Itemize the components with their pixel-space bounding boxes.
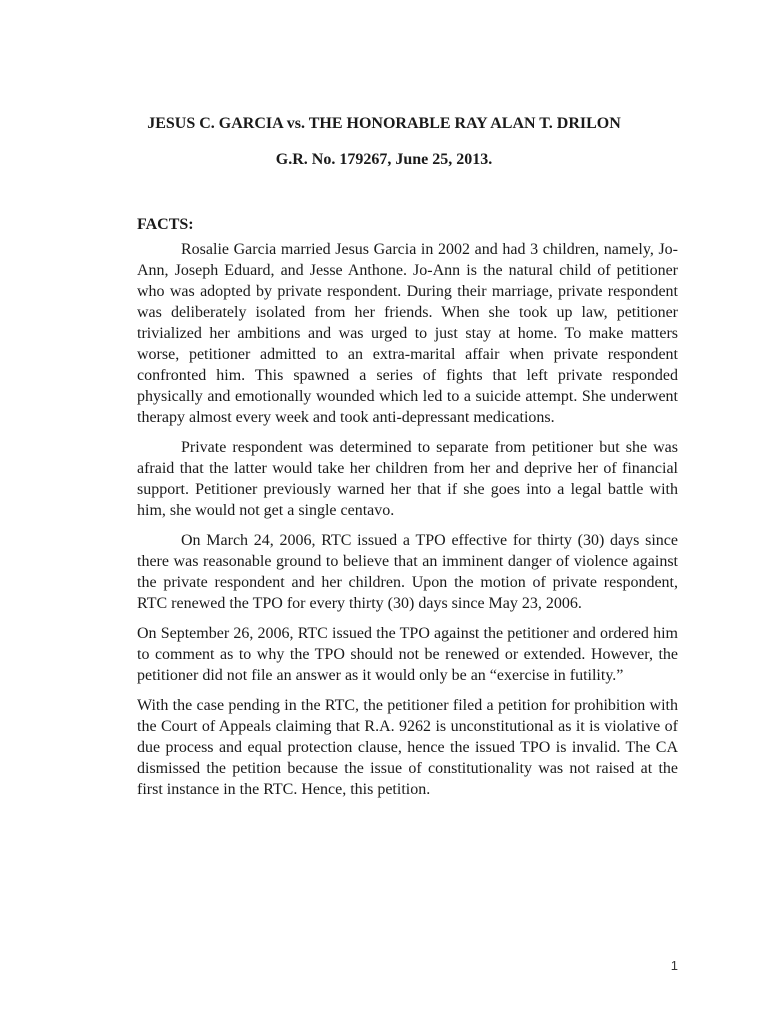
case-title: JESUS C. GARCIA vs. THE HONORABLE RAY ALAN T. DRILON	[147, 115, 621, 132]
paragraph-1: Rosalie Garcia married Jesus Garcia in 2002 and had 3 children, namely, Jo-Ann, Joseph Eduard, and Jesse Anthone. Jo-Ann is the natural child of petitioner who was adopted by private respondent. During their marriage, private respondent was deliberately isolated from her friends. When she took up law, petitioner trivialized her ambitions and was urged to just stay at home. To make matters worse, petitioner admitted to an extra-marital affair when private respondent confronted him. This spawned a series of fights that left private responded physically and emotionally wounded which led to a suicide attempt. She underwent therapy almost every week and took anti-depressant medications.	[137, 241, 678, 426]
paragraph-3: On March 24, 2006, RTC issued a TPO effective for thirty (30) days since there was reasonable ground to believe that an imminent danger of violence against the private respondent and her children. Upon the motion of private respondent, RTC renewed the TPO for every thirty (30) days since May 23, 2006.	[137, 532, 678, 612]
paragraph-5: With the case pending in the RTC, the petitioner filed a petition for prohibition with the Court of Appeals claiming that R.A. 9262 is unconstitutional as it is violative of due process and equal protection clause, hence the issued TPO is invalid. The CA dismissed the petition because the issue of constitutionality was not raised at the first instance in the RTC. Hence, this petition.	[137, 697, 678, 798]
paragraph-4: On September 26, 2006, RTC issued the TPO against the petitioner and ordered him to comment as to why the TPO should not be renewed or extended. However, the petitioner did not file an answer as it would only be an “exercise in futility.”	[137, 625, 678, 684]
paragraph-2: Private respondent was determined to separate from petitioner but she was afraid that the latter would take her children from her and deprive her of financial support. Petitioner previously warned her that if she goes into a legal battle with him, she would not get a single centavo.	[137, 439, 678, 519]
page-number: 1	[670, 958, 678, 973]
facts-body	[137, 239, 678, 809]
facts-heading: FACTS:	[137, 216, 194, 233]
case-citation: G.R. No. 179267, June 25, 2013.	[275, 151, 493, 168]
